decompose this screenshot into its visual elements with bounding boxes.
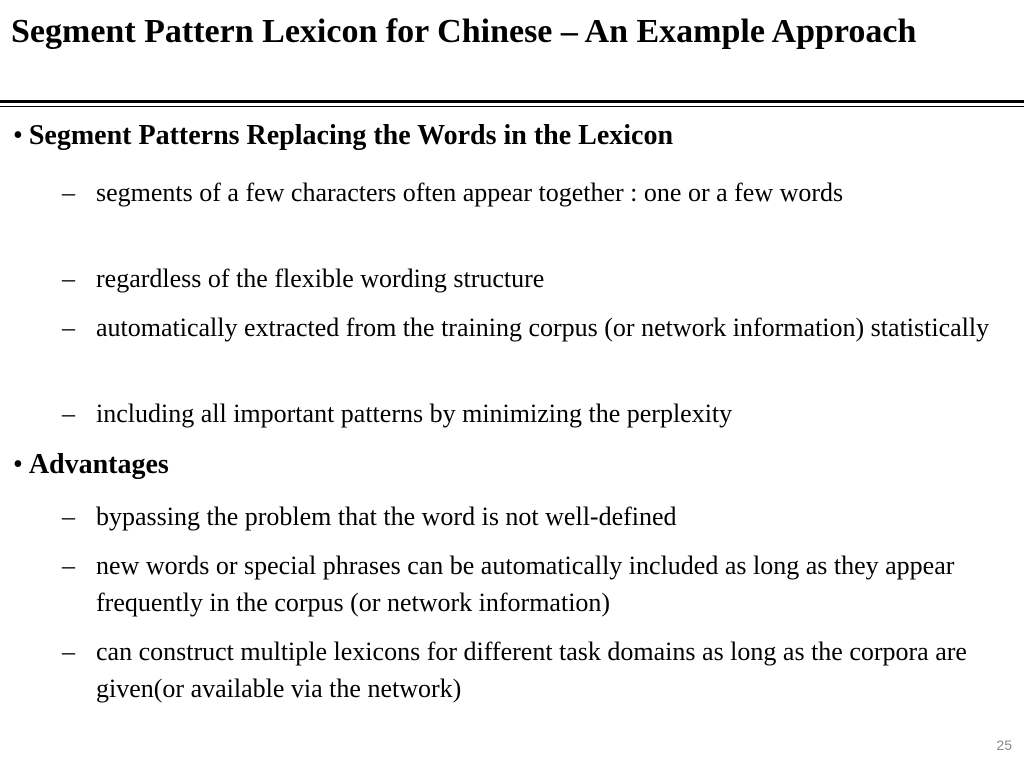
dash-marker: –	[62, 502, 75, 531]
sub-bullet	[62, 309, 996, 346]
sub-bullet-text: can construct multiple lexicons for different task domains as long as the corpora are given(or available via the network)	[96, 637, 967, 703]
dash-marker: –	[62, 313, 75, 342]
dash-marker: –	[62, 264, 75, 293]
dash-marker: –	[62, 637, 75, 666]
sub-bullet	[62, 395, 996, 432]
sub-bullet	[62, 260, 996, 297]
page-number: 25	[996, 737, 1012, 753]
bullet-heading-text: Segment Patterns Replacing the Words in the Lexicon	[28, 120, 674, 151]
sub-bullet-text: new words or special phrases can be automatically included as long as they appear frequently in the corpus (or network information)	[96, 551, 955, 617]
title-divider-thin	[0, 106, 1024, 107]
sub-bullet-text: bypassing the problem that the word is not well-defined	[96, 502, 677, 531]
sub-bullet-text: segments of a few characters often appear together : one or a few words	[96, 178, 844, 207]
bullet-dot: •	[13, 449, 23, 480]
sub-bullet	[62, 174, 996, 211]
sub-bullet-text: automatically extracted from the training corpus (or network information) statistically	[96, 313, 990, 342]
bullet-heading-segment-patterns	[13, 119, 673, 153]
title-divider-thick	[0, 100, 1024, 103]
bullet-dot: •	[13, 120, 23, 151]
sub-bullet	[62, 498, 996, 535]
sub-bullet	[62, 633, 996, 707]
dash-marker: –	[62, 399, 75, 428]
sub-bullet	[62, 547, 996, 621]
dash-marker: –	[62, 551, 75, 580]
sub-bullet-text: including all important patterns by minimizing the perplexity	[96, 399, 733, 428]
bullet-heading-advantages	[13, 448, 169, 482]
dash-marker: –	[62, 178, 75, 207]
bullet-heading-text: Advantages	[28, 449, 169, 480]
slide-title: Segment Pattern Lexicon for Chinese – An Example Approach	[11, 13, 917, 50]
sub-bullet-text: regardless of the flexible wording structure	[96, 264, 545, 293]
